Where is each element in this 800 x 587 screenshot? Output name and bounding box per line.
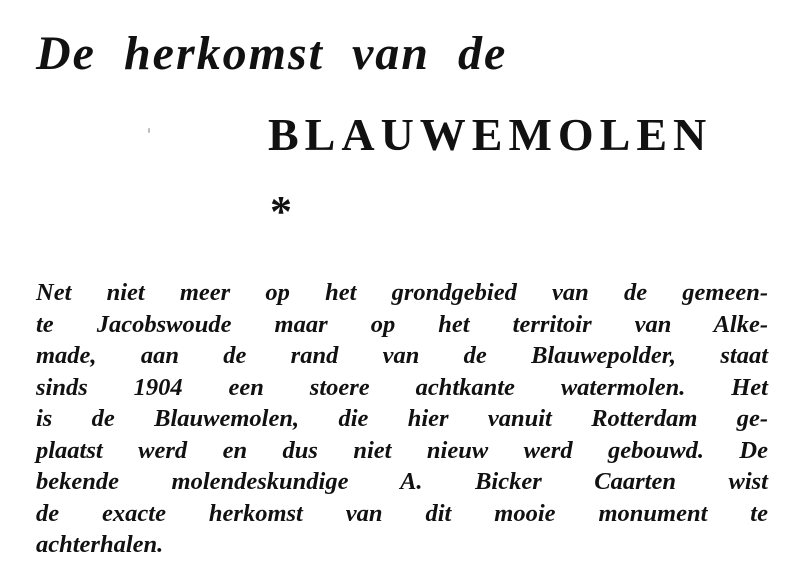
intro-paragraph bbox=[36, 277, 768, 561]
title-line-2: BLAUWEMOLEN bbox=[268, 109, 713, 160]
intro-line: te Jacobswoude maar op het territoir van Alke- bbox=[36, 310, 768, 338]
intro-line: Net niet meer op het grondgebied van de gemeen- bbox=[36, 279, 768, 306]
intro-line: bekende molendeskundige A. Bicker Caarten wist bbox=[36, 468, 768, 495]
intro-line: sinds 1904 een stoere achtkante watermolen. Het bbox=[36, 373, 768, 401]
intro-line: achterhalen. bbox=[36, 531, 164, 558]
asterisk-ornament-icon: * bbox=[270, 187, 292, 236]
intro-line: made, aan de rand van de Blauwepolder, staat bbox=[36, 342, 768, 369]
title-line-1: De herkomst van de bbox=[36, 27, 508, 80]
intro-line: is de Blauwemolen, die hier vanuit Rotterdam ge- bbox=[36, 405, 768, 432]
intro-line: plaatst werd en dus niet nieuw werd gebouwd. De bbox=[36, 436, 768, 464]
print-speck bbox=[148, 128, 150, 133]
intro-line: de exacte herkomst van dit mooie monument te bbox=[36, 499, 768, 527]
